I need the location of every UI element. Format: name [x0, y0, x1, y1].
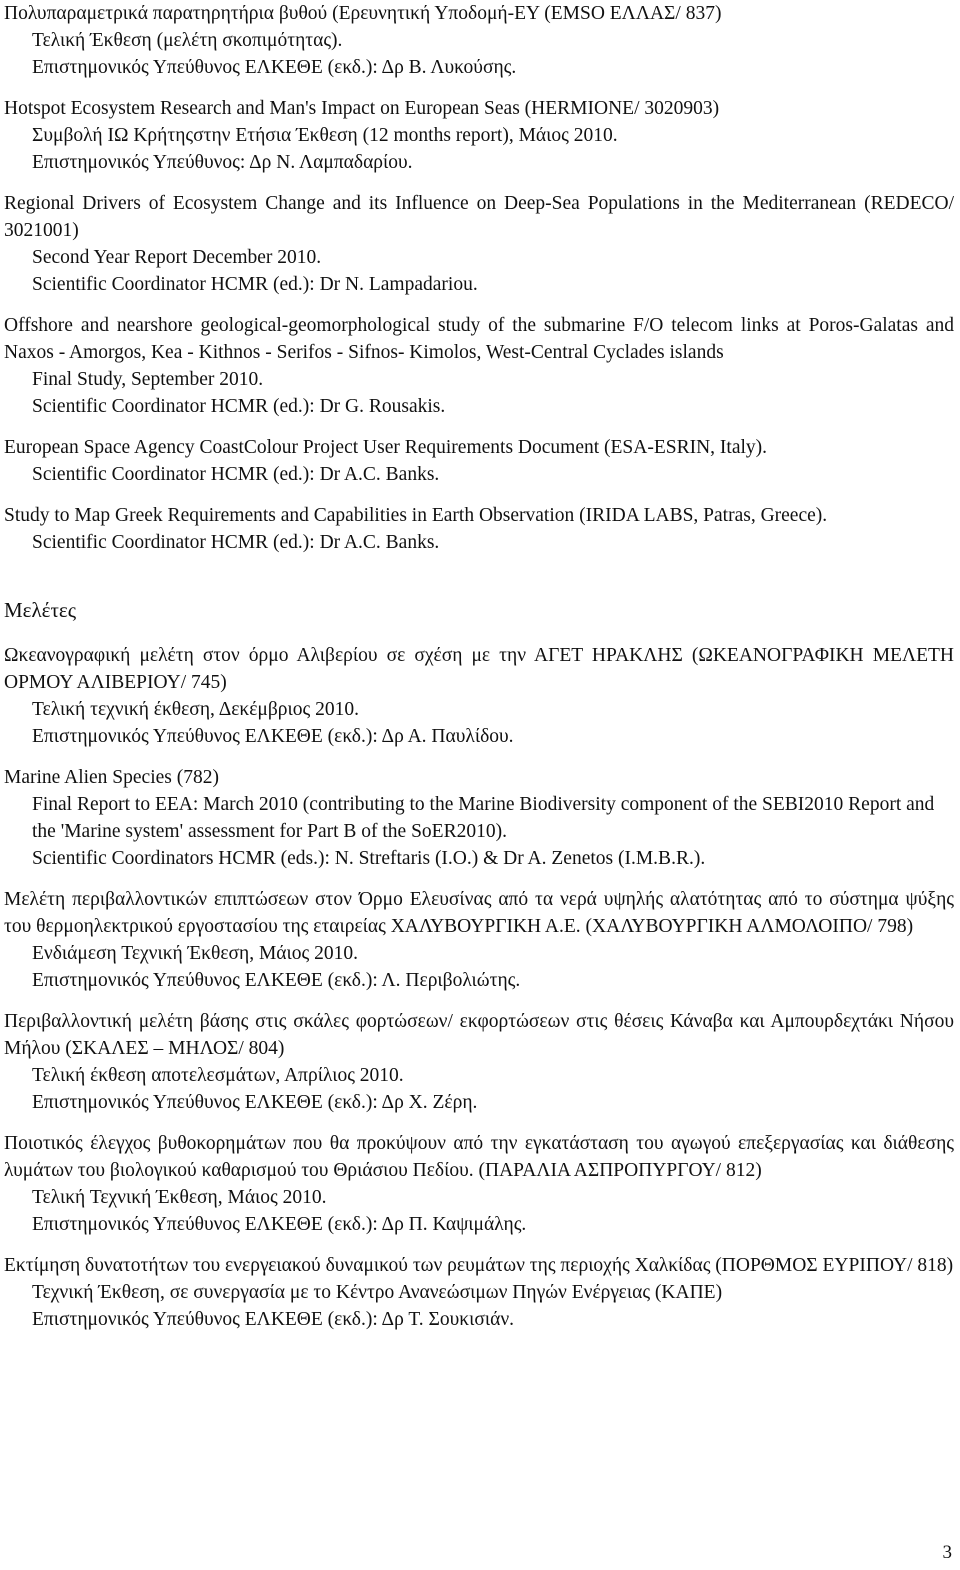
reports-list [4, 0, 954, 556]
report-detail: Final Study, September 2010. [32, 369, 264, 390]
study-entry [4, 642, 954, 750]
report-entry [4, 434, 954, 488]
report-detail: Second Year Report December 2010. [32, 247, 322, 268]
report-title: Hotspot Ecosystem Research and Man's Impact on European Seas (HERMIONE/ 3020903) [4, 98, 720, 119]
study-detail: Τεχνική Έκθεση, σε συνεργασία με το Κέντρο Ανανεώσιμων Πηγών Ενέργειας (ΚΑΠΕ) [32, 1282, 723, 1303]
report-title: Regional Drivers of Ecosystem Change and its Influence on Deep-Sea Populations in the Mediterranean (REDECO/ 3021001) [4, 193, 954, 241]
study-title: Ποιοτικός έλεγχος βυθοκορημάτων που θα προκύψουν από την εγκατάσταση του αγωγού επεξεργασίας και διάθεσης λυμάτων του βιολογικού καθαρισμού του Θριάσιου Πεδίου. (ΠΑΡΑΛΙΑ ΑΣΠΡΟΠΥΡΓΟΥ/ 812) [4, 1133, 954, 1181]
report-entry [4, 190, 954, 298]
study-title: Περιβαλλοντική μελέτη βάσης στις σκάλες φορτώσεων/ εκφορτώσεων στις θέσεις Κάναβα και Αμπουρδεχτάκι Νήσου Μήλου (ΣΚΑΛΕΣ – ΜΗΛΟΣ/ 804) [4, 1011, 954, 1059]
report-title: Πολυπαραμετρικά παρατηρητήρια βυθού (Ερευνητική Υποδομή-ΕΥ (EMSO ΕΛΛΑΣ/ 837) [4, 3, 722, 24]
study-detail: Τελική έκθεση αποτελεσμάτων, Απρίλιος 2010. [32, 1065, 404, 1086]
report-detail: Συμβολή ΙΩ Κρήτηςστην Ετήσια Έκθεση (12 months report), Μάιος 2010. [32, 125, 618, 146]
report-title: Study to Map Greek Requirements and Capabilities in Earth Observation (IRIDA LABS, Patras, Greece). [4, 505, 828, 526]
study-coordinator: Επιστημονικός Υπεύθυνος ΕΛΚΕΘΕ (εκδ.): Δρ Χ. Ζέρη. [32, 1092, 478, 1113]
report-entry [4, 502, 954, 556]
study-entry [4, 764, 954, 872]
study-detail: Final Report to EEA: March 2010 (contributing to the Marine Biodiversity component of the SEBI2010 Report and the 'Marine system' assessment for Part B of the SoER2010). [32, 794, 935, 842]
study-entry [4, 1008, 954, 1116]
study-coordinator: Επιστημονικός Υπεύθυνος ΕΛΚΕΘΕ (εκδ.): Δρ Π. Καψιμάλης. [32, 1214, 527, 1235]
report-coordinator: Επιστημονικός Υπεύθυνος ΕΛΚΕΘΕ (εκδ.): Δρ Β. Λυκούσης. [32, 57, 517, 78]
study-detail: Τελική τεχνική έκθεση, Δεκέμβριος 2010. [32, 699, 360, 720]
report-coordinator: Scientific Coordinator HCMR (ed.): Dr N. Lampadariou. [32, 274, 478, 295]
page-number: 3 [942, 1542, 952, 1563]
study-coordinator: Scientific Coordinators HCMR (eds.): N. Streftaris (I.O.) & Dr A. Zenetos (I.M.B.R.). [32, 848, 706, 869]
study-title: Εκτίμηση δυνατοτήτων του ενεργειακού δυναμικού των ρευμάτων της περιοχής Χαλκίδας (ΠΟΡΘΜΟΣ ΕΥΡΙΠΟΥ/ 818) [4, 1255, 954, 1276]
report-title: European Space Agency CoastColour Project User Requirements Document (ESA-ESRIN, Italy). [4, 437, 768, 458]
study-detail: Τελική Τεχνική Έκθεση, Μάιος 2010. [32, 1187, 327, 1208]
study-detail: Ενδιάμεση Τεχνική Έκθεση, Μάιος 2010. [32, 943, 358, 964]
studies-list [4, 642, 954, 1333]
section-heading: Μελέτες [4, 598, 77, 622]
study-entry [4, 1130, 954, 1238]
report-coordinator: Scientific Coordinator HCMR (ed.): Dr A.C. Banks. [32, 532, 440, 553]
study-title: Μελέτη περιβαλλοντικών επιπτώσεων στον Όρμο Ελευσίνας από τα νερά υψηλής αλατότητας από το σύστημα ψύξης του θερμοηλεκτρικού εργοστασίου της εταιρείας ΧΑΛΥΒΟΥΡΓΙΚΗ Α.Ε. (ΧΑΛΥΒΟΥΡΓΙΚΗ ΑΛΜΟΛΟΙΠΟ/ 798) [4, 889, 954, 937]
report-title: Offshore and nearshore geological-geomorphological study of the submarine F/O telecom links at Poros-Galatas and Naxos - Amorgos, Kea - Kithnos - Serifos - Sifnos- Kimolos, West-Central Cyclades islands [4, 315, 954, 363]
study-coordinator: Επιστημονικός Υπεύθυνος ΕΛΚΕΘΕ (εκδ.): Δρ Τ. Σουκισιάν. [32, 1309, 515, 1330]
report-entry [4, 312, 954, 420]
study-title: Marine Alien Species (782) [4, 767, 219, 788]
report-detail: Τελική Έκθεση (μελέτη σκοπιμότητας). [32, 30, 343, 51]
study-coordinator: Επιστημονικός Υπεύθυνος ΕΛΚΕΘΕ (εκδ.): Λ. Περιβολιώτης. [32, 970, 521, 991]
report-entry [4, 0, 954, 81]
study-title: Ωκεανογραφική μελέτη στον όρμο Αλιβερίου σε σχέση με την ΑΓΕΤ ΗΡΑΚΛΗΣ (ΩΚΕΑΝΟΓΡΑΦΙΚΗ ΜΕΛΕΤΗ ΟΡΜΟΥ ΑΛΙΒΕΡΙΟΥ/ 745) [4, 645, 954, 693]
study-entry [4, 886, 954, 994]
study-entry [4, 1252, 954, 1333]
report-entry [4, 95, 954, 176]
report-coordinator: Scientific Coordinator HCMR (ed.): Dr G. Rousakis. [32, 396, 446, 417]
study-coordinator: Επιστημονικός Υπεύθυνος ΕΛΚΕΘΕ (εκδ.): Δρ Α. Παυλίδου. [32, 726, 514, 747]
document-page [4, 0, 954, 1347]
report-coordinator: Επιστημονικός Υπεύθυνος: Δρ Ν. Λαμπαδαρίου. [32, 152, 413, 173]
report-coordinator: Scientific Coordinator HCMR (ed.): Dr A.C. Banks. [32, 464, 440, 485]
